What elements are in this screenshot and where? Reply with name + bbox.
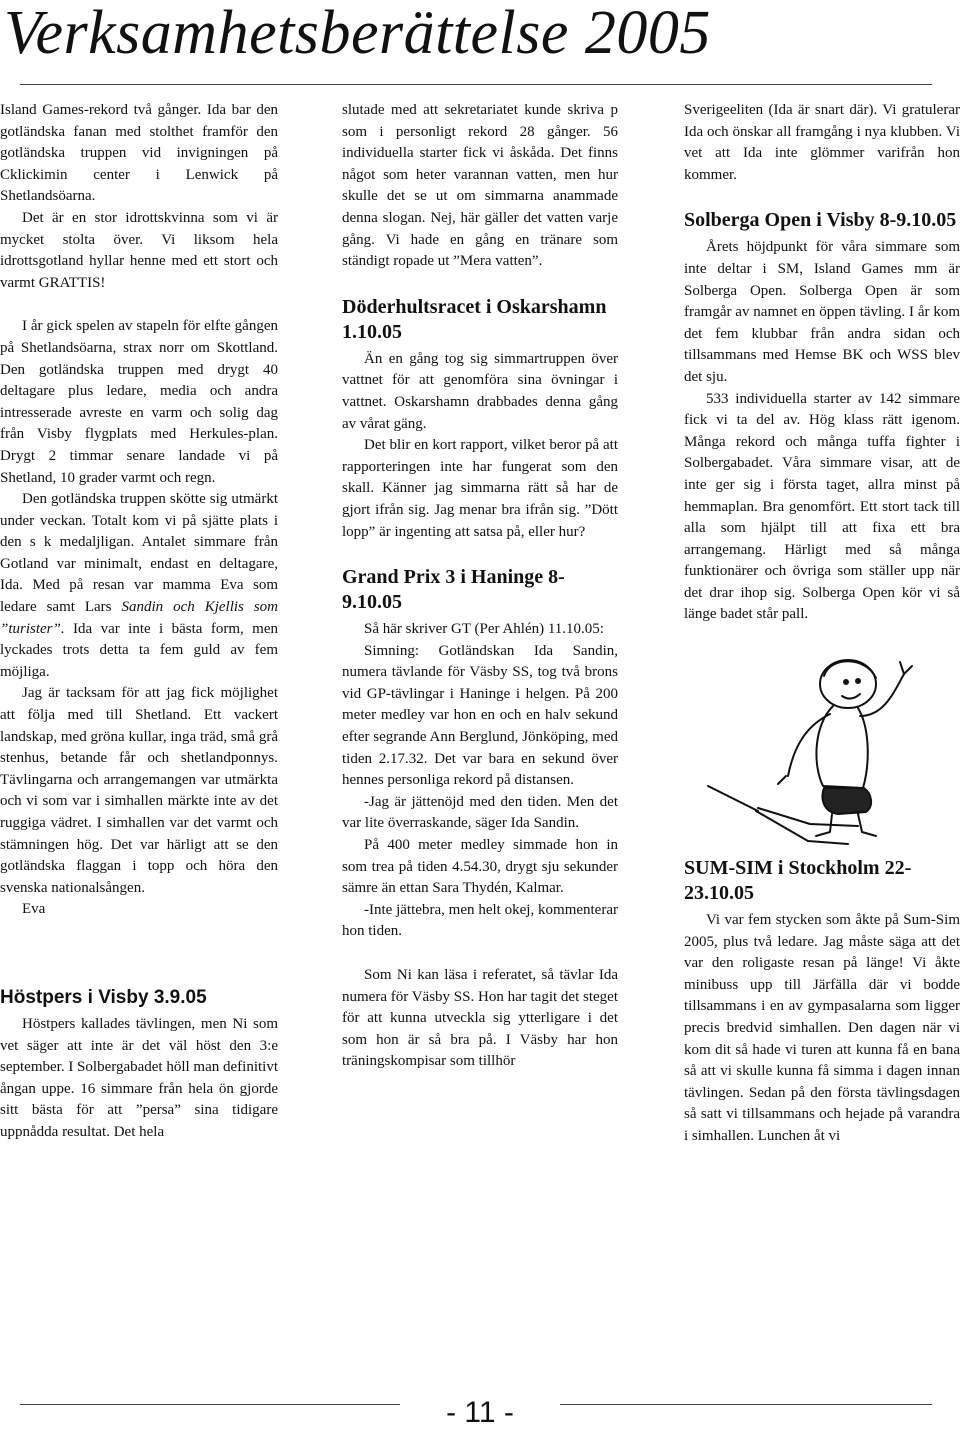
paragraph: Som Ni kan läsa i referatet, så tävlar Ida numera för Väsby SS. Hon har tagit det steget för att kunna utveckla sig ytterligare i det som hon är så bra på. I Väsby har hon träningskompisar som tillhör bbox=[342, 967, 618, 1070]
paragraph: Årets höjdpunkt för våra simmare som inte deltar i SM, Island Games mm är Solberga Open. Solberga Open är som framgår av namnet en öppen tävling. I år kom det fem klubbar från andra sidan och tillsammans med Hemse BK och WSS blev det sju. bbox=[684, 239, 960, 385]
swimmer-cartoon-drawing bbox=[698, 636, 938, 850]
paragraph: -Jag är jättenöjd med den tiden. Men det var lite överraskande, säger Ida Sandin. bbox=[342, 793, 618, 832]
heading-hostpers: Höstpers i Visby 3.9.05 bbox=[0, 986, 207, 1008]
page-title: Verksamhetsberättelse 2005 bbox=[4, 0, 711, 67]
paragraph: 533 individuella starter av 142 simmare fick vi ta del av. Hög klass rätt igenom. Många rekord och många tuffa fighter i Solbergabadet. Våra simmare visar, att de inte ger sig i första taget, allra minst på hemmaplan. Bra genomfört. Ett stort tack till alla som hjälpt till att fixa ett bra arrangemang. Härligt med så många funktionärer och övriga som ställer upp när det drar ihop sig. Solberga Open kör vi så länge badet står pall. bbox=[684, 390, 960, 623]
paragraph: Sverigeeliten (Ida är snart där). Vi gratulerar Ida och önskar all framgång i nya klubben. Vi vet att Ida inte glömmer varifrån hon kommer. bbox=[684, 102, 960, 183]
paragraph-text: Den gotländska truppen skötte sig utmärkt under veckan. Totalt kom vi på sjätte plats i den s k medaljligan. Antalet simmare från Gotland var minimalt, endast en deltagare, Ida. Med på resan var mamma Eva som ledare samt Lars bbox=[0, 491, 278, 616]
paragraph: Vi var fem stycken som åkte på Sum-Sim 2005, plus två ledare. Jag måste säga att det var den roligaste resan på länge! Vi åkte minibuss upp till Järfälla där vi bodde tillsammans i en av gympasalarna som ligger precis bredvid simhallen. Den dagen när vi kom dit så hade vi turen att kunna få en bana så att vi skulle kunna få simma i dagen innan tävlingen. Sedan på den första tävlingsdagen så satt vi tillsammans och hejade på varandra i simhallen. Lunchen åt vi bbox=[684, 912, 960, 1144]
footer-rule-right bbox=[560, 1404, 932, 1405]
paragraph: Simning: Gotländskan Ida Sandin, numera tävlande för Väsby SS, tog två brons vid GP-tävlingar i Haninge i helgen. På 200 meter medley var hon en och en halv sekund efter segrande Ann Berglund, Jönköping, med tiden 2.17.32. Det var bara en sekund över hennes personliga rekord på distansen. bbox=[342, 642, 618, 789]
paragraph: Jag är tacksam för att jag fick möjlighet att följa med till Shetland. Ett vackert landskap, med gröna kullar, inga träd, små grå stenhus, betande får och shetlandponnys. Tävlingarna och arrangemangen var utmärkta och vi som var i simhallen märkte inte av det ruggiga vädret. I simhallen var det varmt och stämningen hög. Det var härligt att se den gotländska flaggan i topp och höra den svenska nationalsången. bbox=[0, 685, 278, 896]
paragraph-italic: Sandin och Kjellis som ”turister”. bbox=[0, 599, 279, 637]
heading-solberga: Solberga Open i Visby 8-9.10.05 bbox=[684, 209, 957, 232]
heading-grandprix: Grand Prix 3 i Haninge 8-9.10.05 bbox=[342, 566, 565, 614]
paragraph: Island Games-rekord två gånger. Ida bar den gotländska fanan med stolthet framför den gotländska truppen vid invigningen på Cklickimin center i Lenwick på Shetlandsöarna. bbox=[0, 102, 278, 205]
paragraph: -Inte jättebra, men helt okej, kommenterar hon tiden. bbox=[342, 901, 618, 940]
signature: Eva bbox=[22, 901, 46, 918]
column-1 bbox=[0, 100, 278, 1144]
header-rule bbox=[20, 84, 932, 85]
paragraph: På 400 meter medley simmade hon in som trea på tiden 4.54.30, drygt sju sekunder sämre än ettan Sara Thydén, Kalmar. bbox=[342, 837, 618, 897]
footer-rule-left bbox=[20, 1404, 400, 1405]
paragraph-text: Ida var inte i bästa form, men lyckades trots detta ta fem guld av fem möjliga. bbox=[0, 620, 279, 680]
heading-sumsim: SUM-SIM i Stockholm 22-23.10.05 bbox=[684, 857, 912, 905]
paragraph: Höstpers kallades tävlingen, men Ni som vet säger att inte är det väl höst den 3:e september. I Solbergabadet höll man definitivt ångan uppe. 16 simmare från hela ön gjorde sitt bästa för att ”persa” sina tidigare uppnådda resultat. Det hela bbox=[0, 1015, 278, 1140]
column-3 bbox=[684, 100, 960, 1148]
paragraph: I år gick spelen av stapeln för elfte gången på Shetlandsöarna, strax norr om Skottland. Den gotländska truppen med drygt 40 deltagare plus ledare, media och andra intresserade avreste en varm och solig dag från Visby flygplats med Herkules-plan. Drygt 2 timmar senare landade vi på Shetland, 10 grader varmt och regn. bbox=[0, 318, 278, 486]
paragraph: Så här skriver GT (Per Ahlén) 11.10.05: bbox=[364, 621, 604, 638]
heading-doderhult: Döderhultsracet i Oskarshamn 1.10.05 bbox=[342, 295, 607, 343]
paragraph: Det är en stor idrottskvinna som vi är mycket stolta över. Vi liksom hela idrottsgotland hyllar henne med ett stort och varmt GRATTIS! bbox=[0, 209, 278, 291]
column-2 bbox=[342, 100, 618, 1073]
page-number: - 11 - bbox=[446, 1396, 514, 1429]
paragraph bbox=[0, 489, 278, 683]
paragraph: slutade med att sekretariatet kunde skriva p som i personligt rekord 28 gånger. 56 individuella starter fick vi åskåda. Det finns något som heter varannan vatten, men hur skulle det se ut om simmarna anammade denna slogan. Nej, här gäller det vatten varje gång. Vi hade en gång en tränare som ständigt ropade ut ”Mera vatten”. bbox=[342, 102, 618, 270]
paragraph: Än en gång tog sig simmartruppen över vattnet för att genomföra sina övningar i vattnet. Oskarshamn drabbades denna gång av vårat gäng. bbox=[342, 350, 618, 432]
paragraph: Det blir en kort rapport, vilket beror på att rapporteringen inte har fungerat som den skall. Känner jag simmarna rätt så har de gjort ifrån sig. Jag menar bra ifrån sig. ”Dött lopp” är ingenting att satsa på, eller hur? bbox=[342, 437, 618, 540]
